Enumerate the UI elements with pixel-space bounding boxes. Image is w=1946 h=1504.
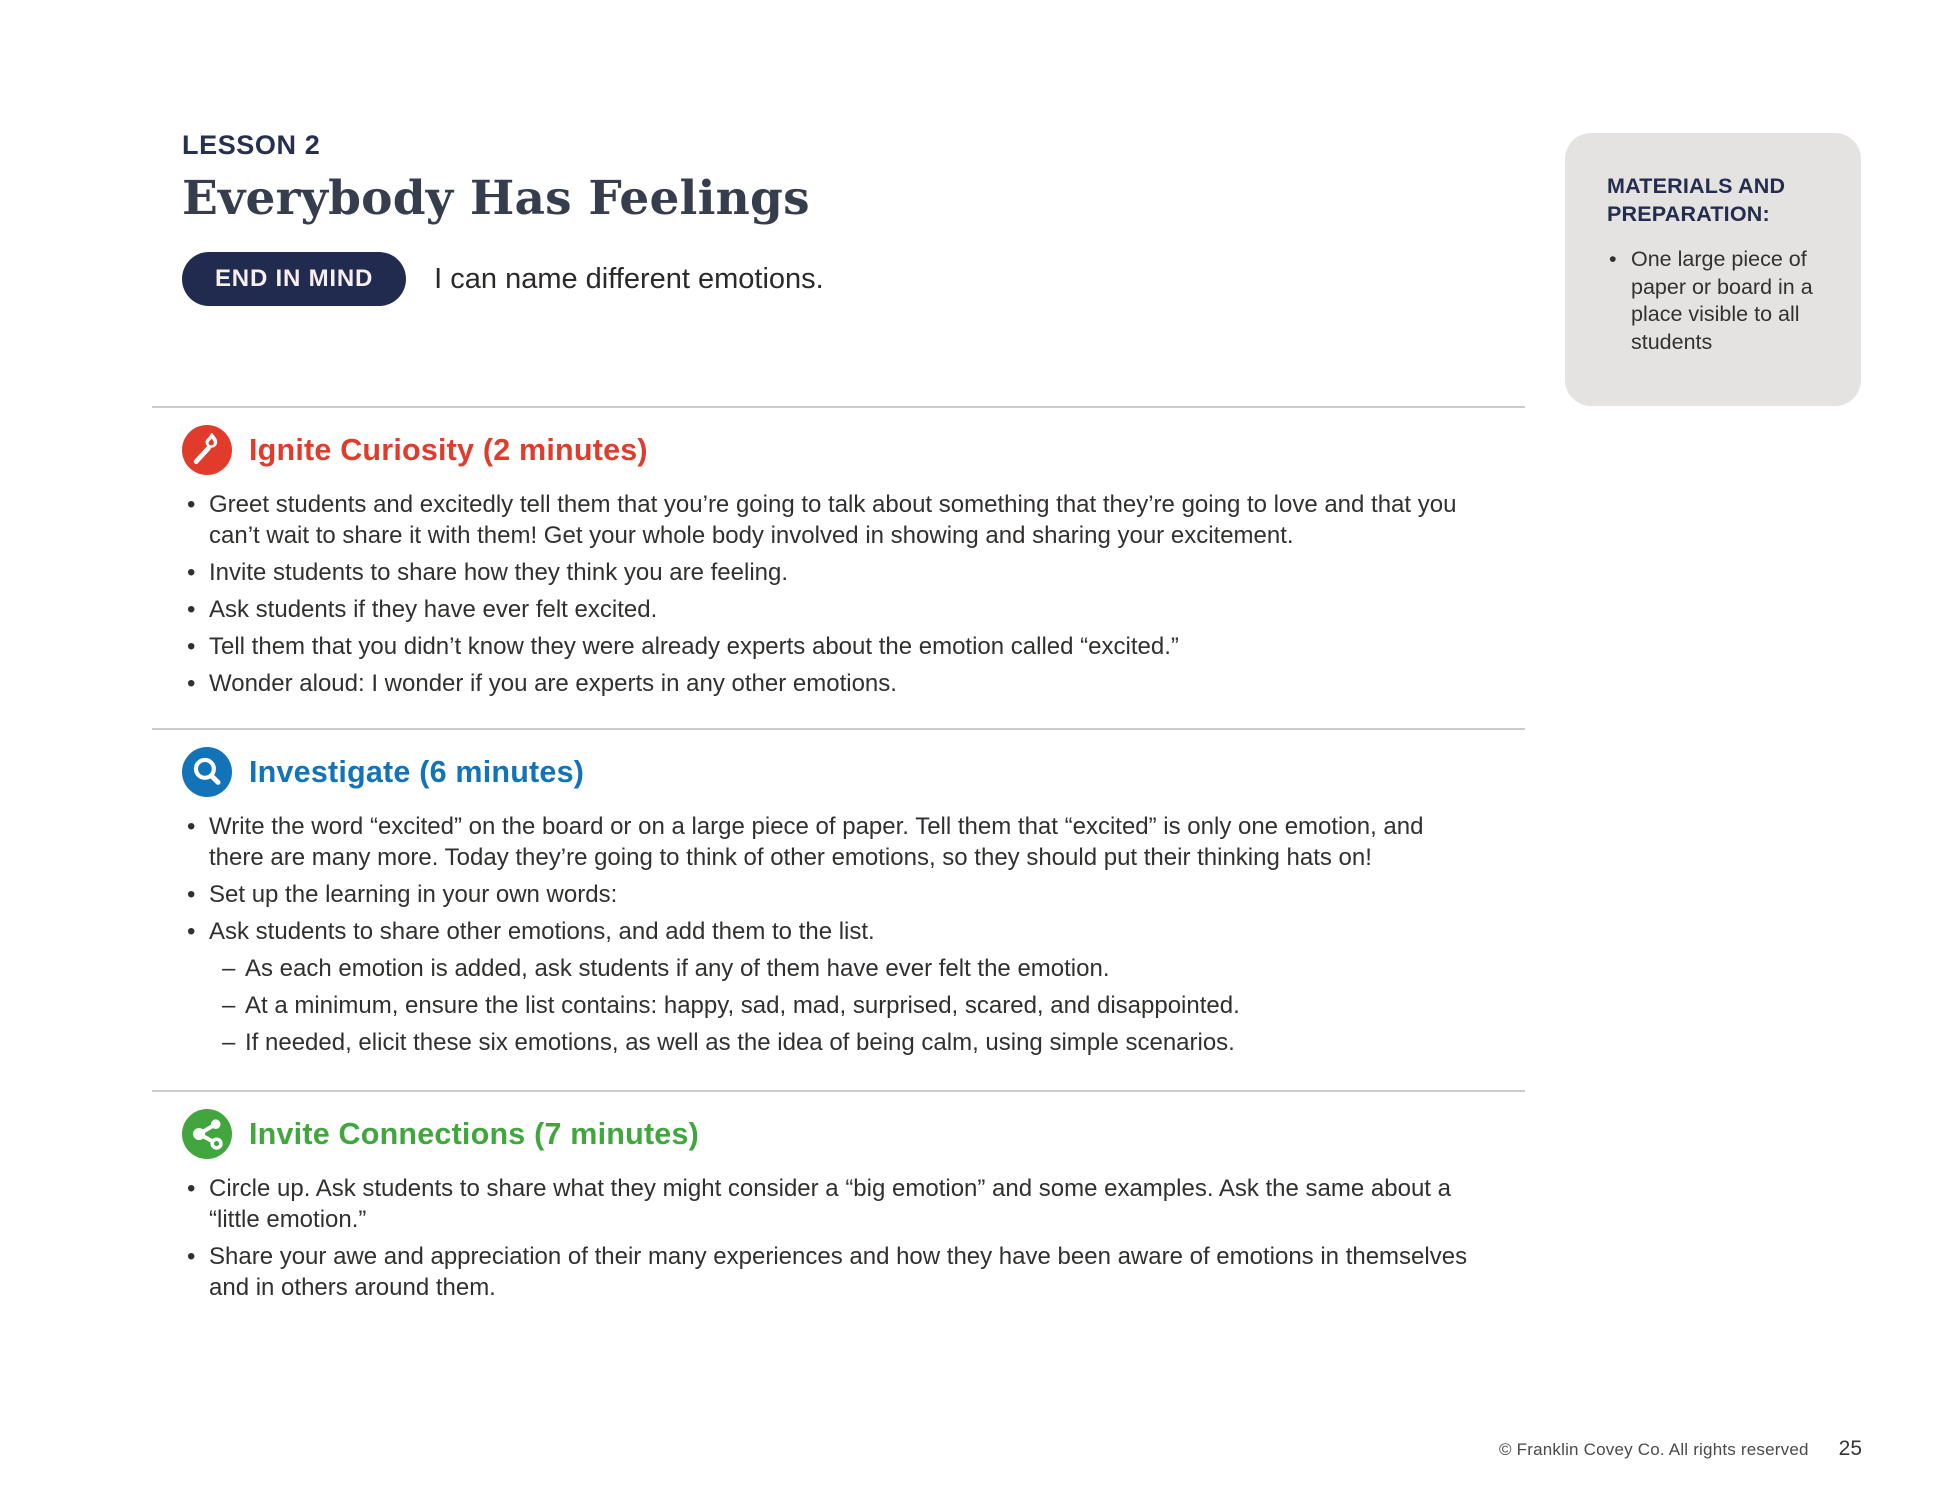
bullet-item: • Share your awe and appreciation of their many experiences and how they have been aware of emotions in themselves and in others around them. [182, 1241, 1479, 1303]
end-in-mind-badge: END IN MIND [182, 252, 406, 306]
section-invite-connections [152, 1090, 1525, 1309]
copyright-text: © Franklin Covey Co. All rights reserved [1499, 1440, 1809, 1459]
section-header [182, 1109, 1525, 1159]
bullet-item: • Ask students if they have ever felt excited. [182, 594, 1479, 625]
end-in-mind-row [182, 252, 1522, 306]
section-bullets [182, 811, 1525, 1058]
bullet-item: • Ask students to share other emotions, and add them to the list. [182, 916, 1479, 947]
page-number: 25 [1838, 1437, 1862, 1460]
section-bullets [182, 489, 1525, 699]
materials-list [1607, 246, 1827, 356]
section-header [182, 425, 1525, 475]
materials-heading: MATERIALS AND PREPARATION: [1607, 174, 1786, 226]
share-nodes-icon [182, 1109, 232, 1159]
bullet-item: • Set up the learning in your own words: [182, 879, 1479, 910]
materials-item: • One large piece of paper or board in a place visible to all students [1607, 246, 1827, 356]
end-in-mind-statement: I can name different emotions. [434, 262, 824, 295]
bullet-item: • Wonder aloud: I wonder if you are experts in any other emotions. [182, 668, 1479, 699]
section-ignite-curiosity [152, 406, 1525, 705]
section-title: Invite Connections (7 minutes) [249, 1116, 699, 1151]
match-flame-icon [182, 425, 232, 475]
bullet-item: • Greet students and excitedly tell them that you’re going to talk about something that they’re going to love and that you can’t wait to share it with them! Get your whole body involved in showing and sharing your excitement. [182, 489, 1479, 551]
sub-bullet-item: – At a minimum, ensure the list contains: happy, sad, mad, surprised, scared, and disappointed. [222, 990, 1475, 1021]
section-title: Investigate (6 minutes) [249, 754, 585, 789]
bullet-item: • Circle up. Ask students to share what they might consider a “big emotion” and some examples. Ask the same about a “little emotion.” [182, 1173, 1479, 1235]
section-header [182, 747, 1525, 797]
lesson-header [182, 130, 1522, 306]
sub-bullet-item: – As each emotion is added, ask students if any of them have ever felt the emotion. [222, 953, 1475, 984]
magnifier-icon [182, 747, 232, 797]
section-bullets [182, 1173, 1525, 1303]
section-investigate [152, 728, 1525, 1064]
bullet-item: • Invite students to share how they think you are feeling. [182, 557, 1479, 588]
sub-bullet-item: – If needed, elicit these six emotions, as well as the idea of being calm, using simple scenarios. [222, 1027, 1475, 1058]
materials-panel [1565, 133, 1861, 406]
section-title: Ignite Curiosity (2 minutes) [249, 432, 648, 467]
bullet-item: • Write the word “excited” on the board or on a large piece of paper. Tell them that “excited” is only one emotion, and there are many more. Today they’re going to think of other emotions, so they should put their thinking hats on! [182, 811, 1479, 873]
lesson-label: LESSON 2 [182, 130, 321, 160]
bullet-item: • Tell them that you didn’t know they were already experts about the emotion called “excited.” [182, 631, 1479, 662]
page-title: Everybody Has Feelings [182, 171, 810, 226]
page-footer [1499, 1437, 1862, 1461]
